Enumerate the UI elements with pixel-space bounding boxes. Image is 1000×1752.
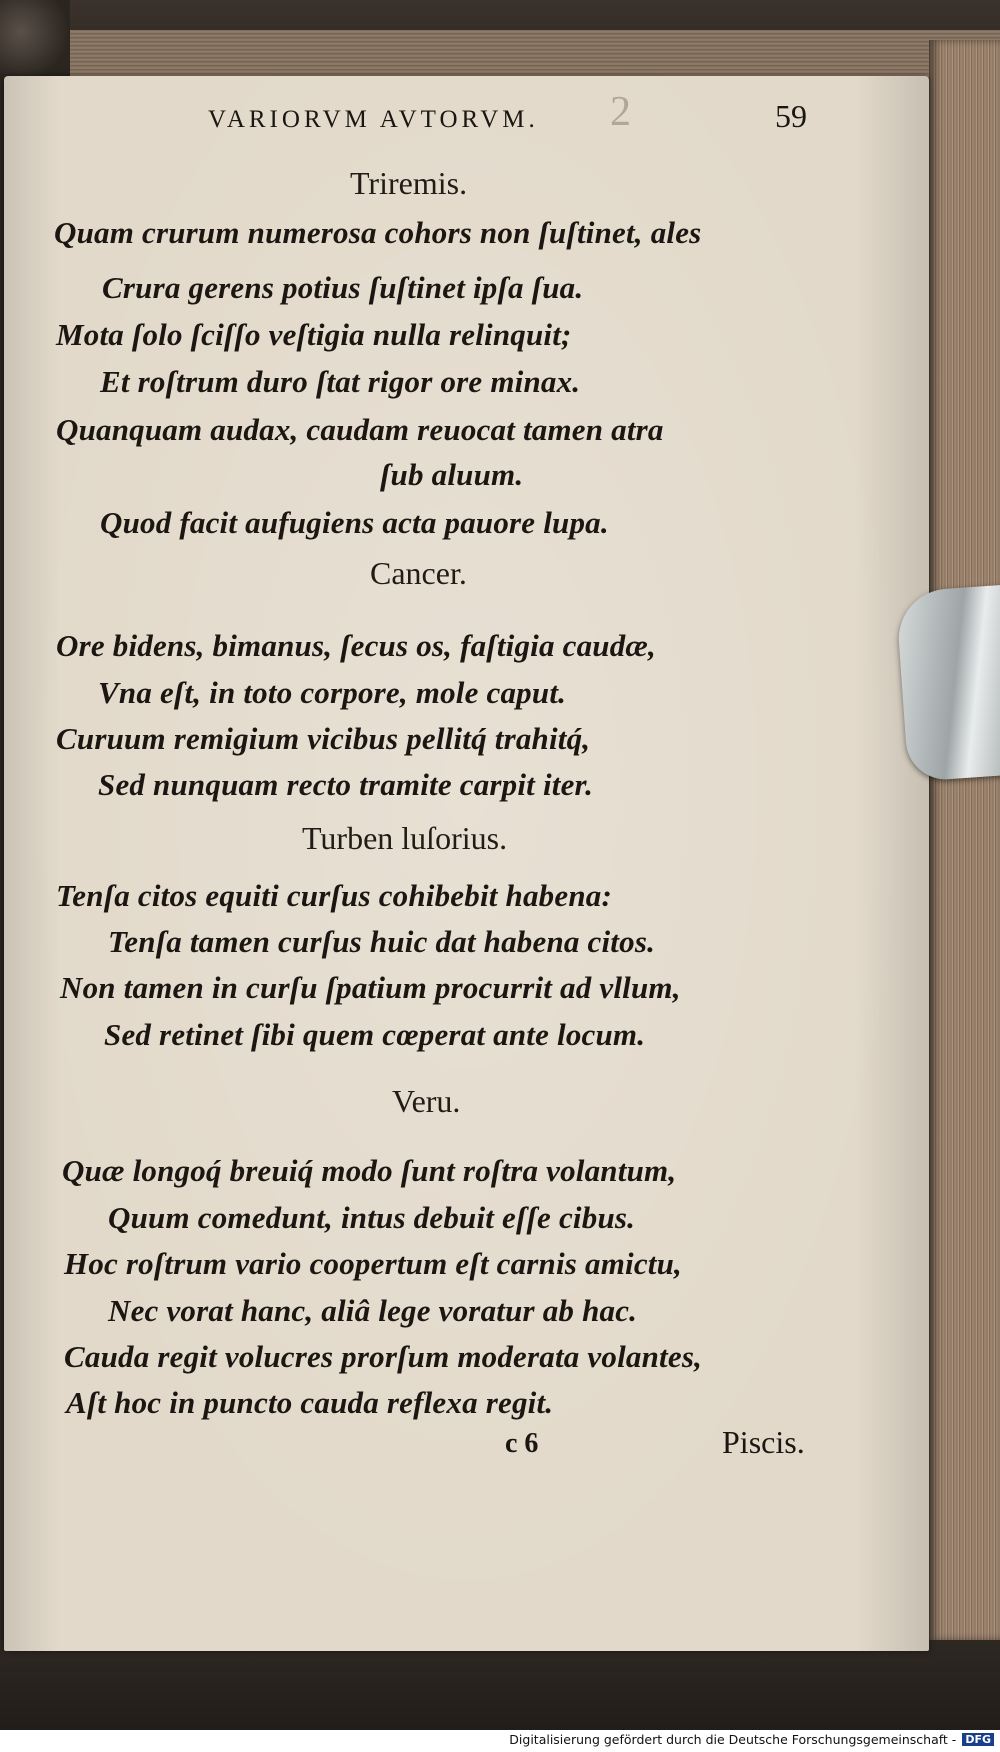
verse-line: Nec vorat hanc, aliâ lege voratur ab hac. <box>108 1293 638 1328</box>
verse-line: Ore bidens, bimanus, ſecus os, faſtigia caudæ, <box>56 628 656 663</box>
verse-line: Tenſa tamen curſus huic dat habena citos. <box>108 924 656 959</box>
verse-line: Quæ longoq́ breuiq́ modo ſunt roſtra volantum, <box>62 1153 677 1188</box>
dfg-logo: DFG <box>962 1733 994 1746</box>
digitization-credit <box>509 1732 994 1747</box>
verse-line: Non tamen in curſu ſpatium procurrit ad vllum, <box>60 970 681 1005</box>
verse-line: ſub aluum. <box>380 457 524 492</box>
poem-title: Cancer. <box>370 555 467 591</box>
poem-title: Turben luſorius. <box>302 820 508 856</box>
credit-text: Digitalisierung gefördert durch die Deutsche Forschungsgemeinschaft - <box>509 1732 957 1747</box>
poem-title: Veru. <box>392 1083 461 1119</box>
verse-line: Sed retinet ſibi quem cœperat ante locum. <box>104 1017 646 1052</box>
signature-mark: c 6 <box>505 1428 539 1459</box>
book-binding-corner <box>0 0 70 80</box>
running-head: VARIORVM AVTORVM. <box>208 106 539 133</box>
page-number: 59 <box>775 98 807 134</box>
verse-line: Cauda regit volucres prorſum moderata volantes, <box>64 1339 703 1374</box>
verse-line: Tenſa citos equiti curſus cohibebit habena: <box>56 878 613 913</box>
margin-mark: 2 <box>610 89 631 135</box>
verse-line: Hoc roſtrum vario coopertum eſt carnis amictu, <box>64 1246 682 1281</box>
verse-line: Quanquam audax, caudam reuocat tamen atra <box>56 412 664 447</box>
verse-line: Mota ſolo ſciſſo veſtigia nulla relinquit; <box>56 317 572 352</box>
verse-line: Vna eſt, in toto corpore, mole caput. <box>98 675 567 710</box>
verse-line: Quod facit aufugiens acta pauore lupa. <box>100 505 609 540</box>
verse-line: Et roſtrum duro ſtat rigor ore minax. <box>100 364 581 399</box>
verse-line: Crura gerens potius ſuſtinet ipſa ſua. <box>102 270 584 305</box>
metal-page-clip <box>896 584 1000 782</box>
book-head-edge <box>50 30 1000 78</box>
verse-line: Quum comedunt, intus debuit eſſe cibus. <box>108 1200 636 1235</box>
poem-title: Triremis. <box>350 165 468 201</box>
verse-line: Curuum remigium vicibus pellitq́ trahitq́, <box>56 721 591 756</box>
catchword: Piscis. <box>722 1424 805 1460</box>
verse-line: Sed nunquam recto tramite carpit iter. <box>98 767 594 802</box>
verse-line: Aſt hoc in puncto cauda reflexa regit. <box>66 1385 554 1420</box>
book-fore-edge <box>929 40 1000 1640</box>
verse-line: Quam crurum numerosa cohors non ſuſtinet, ales <box>54 215 702 250</box>
